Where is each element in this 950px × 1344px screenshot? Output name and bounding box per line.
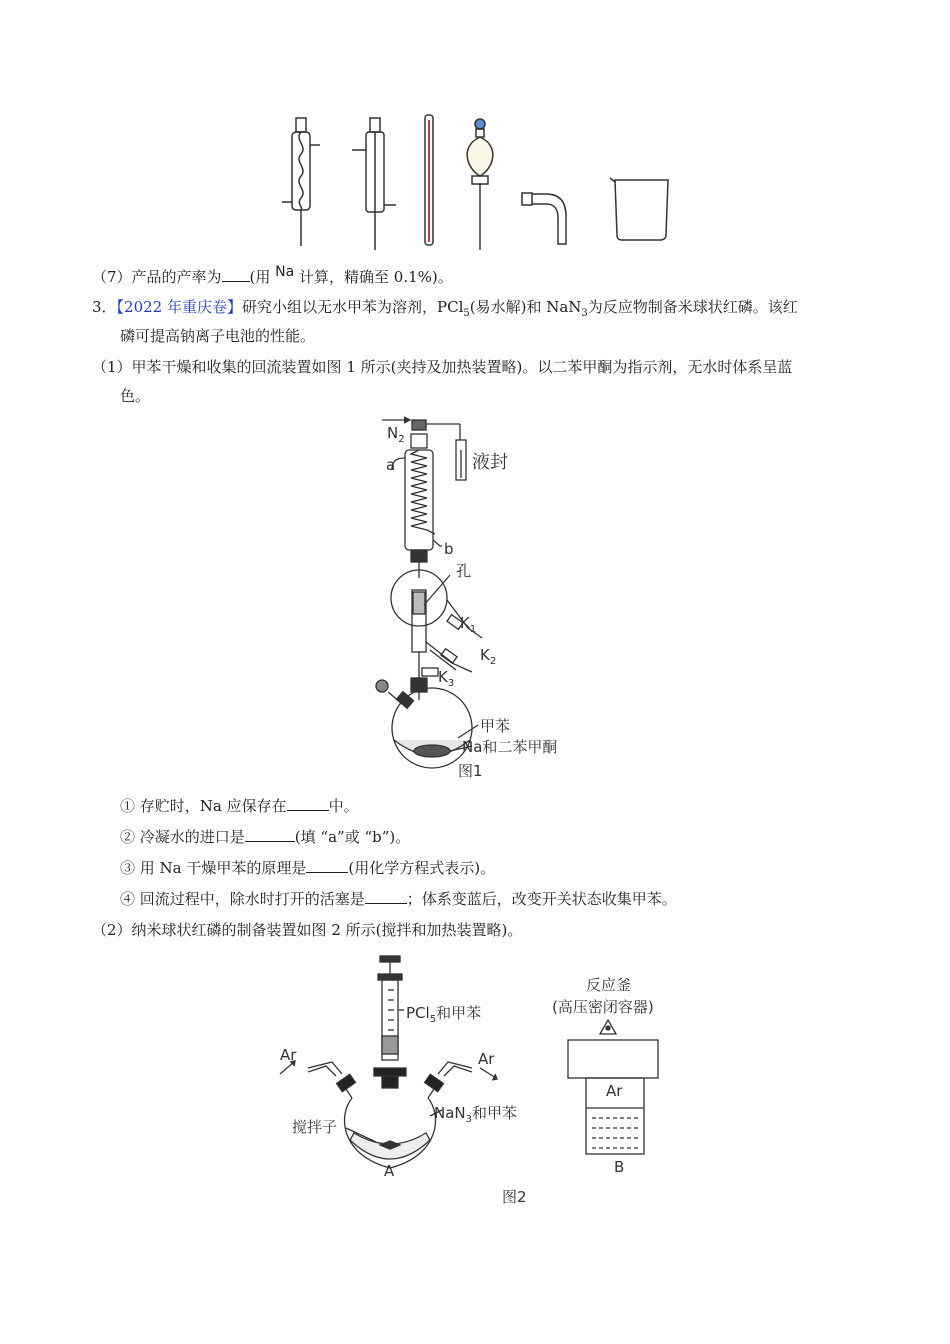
- hole-label: 孔: [456, 562, 472, 580]
- q3-sub: 5: [463, 308, 470, 319]
- ar-outlet-label: Ar: [478, 1050, 495, 1068]
- item-3: [120, 858, 495, 878]
- k3-label: $K_3$: [438, 668, 455, 689]
- label-b: b: [444, 540, 454, 558]
- q7-na: Na: [275, 264, 295, 280]
- question-3-line-1: [92, 297, 798, 324]
- q3-text-b: (易水解)和 NaN: [469, 298, 582, 316]
- part-1-line-2: 色。: [120, 387, 151, 405]
- item-2-text-end: (填 “a”或 “b”)。: [294, 828, 411, 846]
- q3-text-a: 研究小组以无水甲苯为溶剂，PCl: [242, 298, 464, 316]
- item-1-text: ① 存贮时，Na 应保存在: [120, 797, 287, 815]
- bent-tube-icon: [522, 193, 566, 244]
- label-b: B: [614, 1158, 625, 1176]
- label-a: a: [386, 456, 396, 474]
- item-4: [120, 889, 677, 909]
- answer-blank[interactable]: [306, 858, 348, 873]
- answer-blank[interactable]: [287, 796, 329, 811]
- figure-1-reflux-apparatus: [360, 410, 620, 790]
- item-3-text: ③ 用 Na 干燥甲苯的原理是: [120, 859, 307, 877]
- question-number: 3．: [92, 298, 117, 316]
- item-4-text: ④ 回流过程中，除水时打开的活塞是: [120, 890, 365, 908]
- figure-2-caption: 图2: [502, 1188, 527, 1206]
- k2-label: $K_2$: [480, 646, 497, 667]
- na-benzophenone-label: Na和二苯甲酮: [462, 738, 558, 756]
- liquid-seal-label: 液封: [472, 452, 508, 473]
- separatory-funnel-icon: [467, 119, 493, 250]
- question-source: 【2022 年重庆卷】: [116, 298, 242, 316]
- label-a: A: [384, 1162, 395, 1180]
- stirrer-label: 搅拌子: [292, 1118, 338, 1136]
- ar-b-label: Ar: [606, 1082, 623, 1100]
- answer-blank[interactable]: [365, 889, 407, 904]
- item-4-text-end: ；体系变蓝后，改变开关状态收集甲苯。: [406, 890, 677, 908]
- item-2: [120, 827, 410, 847]
- ar-inlet-label: Ar: [280, 1046, 297, 1064]
- glassware-row-figure: [270, 110, 690, 255]
- k1-label: $K_1$: [460, 614, 477, 635]
- q7-text-mid: (用: [249, 268, 276, 286]
- question-3-line-2: 磷可提高钠离子电池的性能。: [120, 327, 316, 345]
- item-3-text-end: (用化学方程式表示)。: [348, 859, 496, 877]
- item-1: [120, 796, 359, 816]
- answer-blank[interactable]: [245, 827, 295, 842]
- straight-condenser-icon: [352, 118, 396, 250]
- part-2-line-1: （2）纳米球状红磷的制备装置如图 2 所示(搅拌和加热装置略)。: [92, 921, 523, 939]
- answer-blank[interactable]: [222, 267, 250, 282]
- q3-sub2: 3: [581, 308, 588, 319]
- reactor-note: (高压密闭容器): [552, 998, 654, 1016]
- nan3-label: NaN$_3$和甲苯: [434, 1104, 518, 1125]
- item-2-text: ② 冷凝水的进口是: [120, 828, 245, 846]
- q7-text: （7）产品的产率为: [92, 268, 222, 286]
- figure-2-apparatus: [270, 950, 690, 1215]
- beaker-icon: [610, 178, 668, 240]
- question-7: [92, 262, 453, 287]
- thermometer-icon: [425, 115, 433, 245]
- part-1-line-1: （1）甲苯干燥和收集的回流装置如图 1 所示(夹持及加热装置略)。以二苯甲酮为指示剂，无水时体系呈蓝: [92, 358, 793, 376]
- q3-text-c: 为反应物制备米球状红磷。该红: [587, 298, 798, 316]
- reactor-label: 反应釜: [586, 976, 632, 994]
- pcl5-label: PCl$_5$和甲苯: [406, 1004, 482, 1025]
- bulb-condenser-icon: [282, 118, 320, 246]
- q7-text-suffix: 计算，精确至 0.1%)。: [294, 268, 453, 286]
- item-1-text-end: 中。: [328, 797, 359, 815]
- figure-1-caption: 图1: [458, 762, 483, 780]
- n2-label: $N_2$: [387, 424, 405, 445]
- toluene-label: 甲苯: [480, 717, 511, 735]
